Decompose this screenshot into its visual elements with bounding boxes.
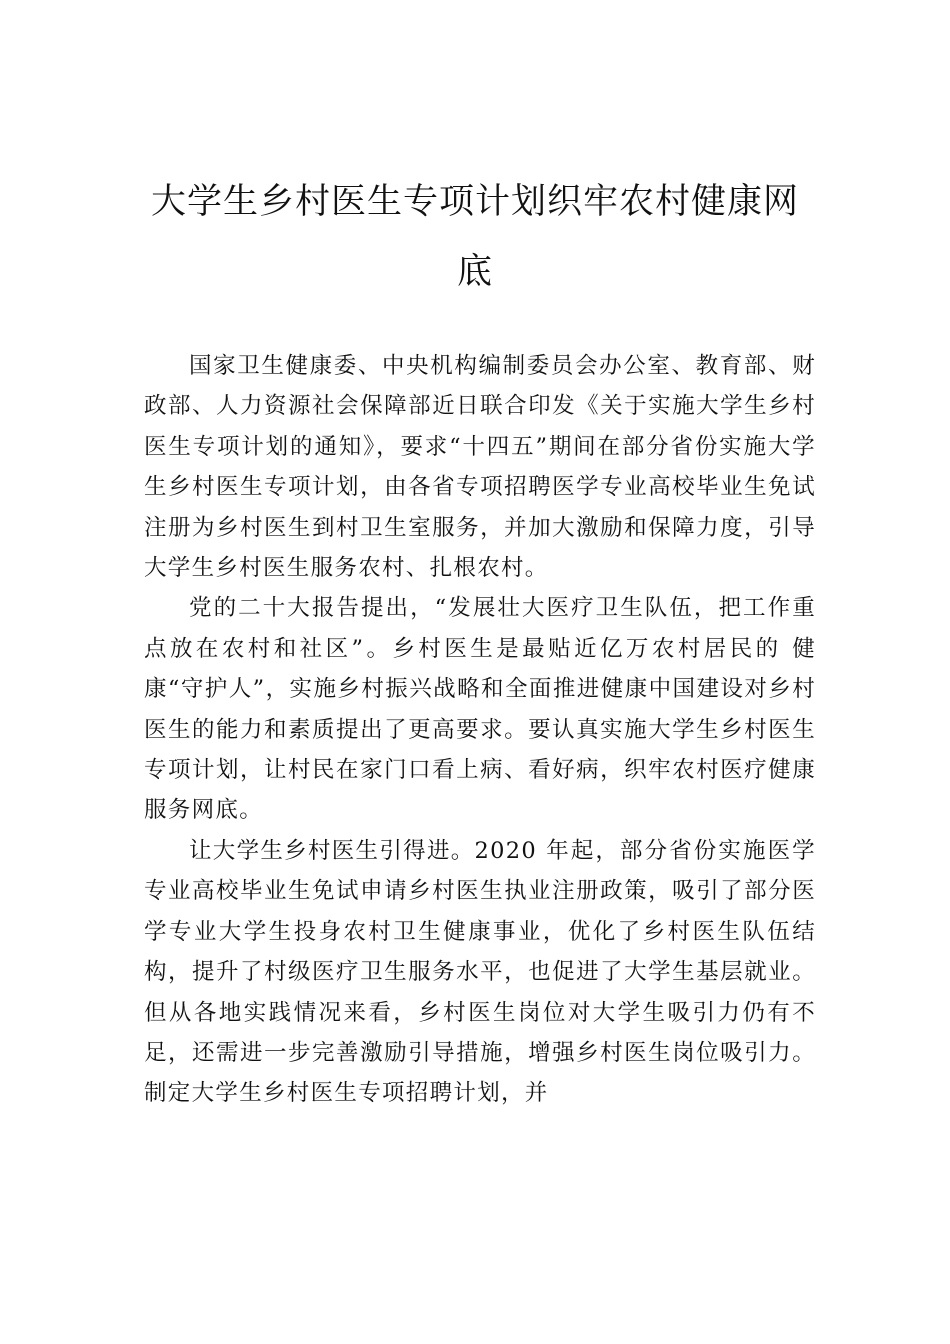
paragraph-text: 党的二十大报告提出，“发展壮大医疗卫生队伍，把工作重点放在农村和社区”。乡村医生是最贴近亿万农村居民的 健康“守护人”，实施乡村振兴战略和全面推进健康中国建设对乡村医生的能力和素质提出了更高要求。要认真实施大学生乡村医生专项计划，让村民在家门口看上病、看好病，织牢农村医疗健康服务网底。 bbox=[144, 595, 816, 824]
paragraph-text: 国家卫生健康委、中央机构编制委员会办公室、教育部、财政部、人力资源社会保障部近日联合印发《关于实施大学生乡村医生专项计划的通知》，要求“十四五”期间在部分省份实施大学生乡村医生专项计划，由各省专项招聘医学专业高校毕业生免试注册为乡村医生到村卫生室服务，并加大激励和保障力度，引导大学生乡村医生服务农村、扎根农村。 bbox=[144, 353, 816, 582]
paragraph-lead: 让大学生乡村医生引得进。 bbox=[189, 837, 475, 864]
document-body bbox=[144, 346, 816, 1114]
paragraph-1 bbox=[144, 346, 816, 588]
paragraph-2 bbox=[144, 588, 816, 830]
paragraph-3 bbox=[144, 831, 816, 1114]
document-title: 大学生乡村医生专项计划织牢农村健康网底 bbox=[150, 182, 799, 292]
paragraph-text: 2020 年起，部分省份实施医学专业高校毕业生免试申请乡村医生执业注册政策，吸引了部分医学专业大学生投身农村卫生健康事业，优化了乡村医生队伍结构，提升了村级医疗卫生服务水平，也促进了大学生基层就业。但从各地实践情况来看，乡村医生岗位对大学生吸引力仍有不足，还需进一步完善激励引导措施，增强乡村医生岗位吸引力。制定大学生乡村医生专项招聘计划，并 bbox=[144, 837, 816, 1107]
